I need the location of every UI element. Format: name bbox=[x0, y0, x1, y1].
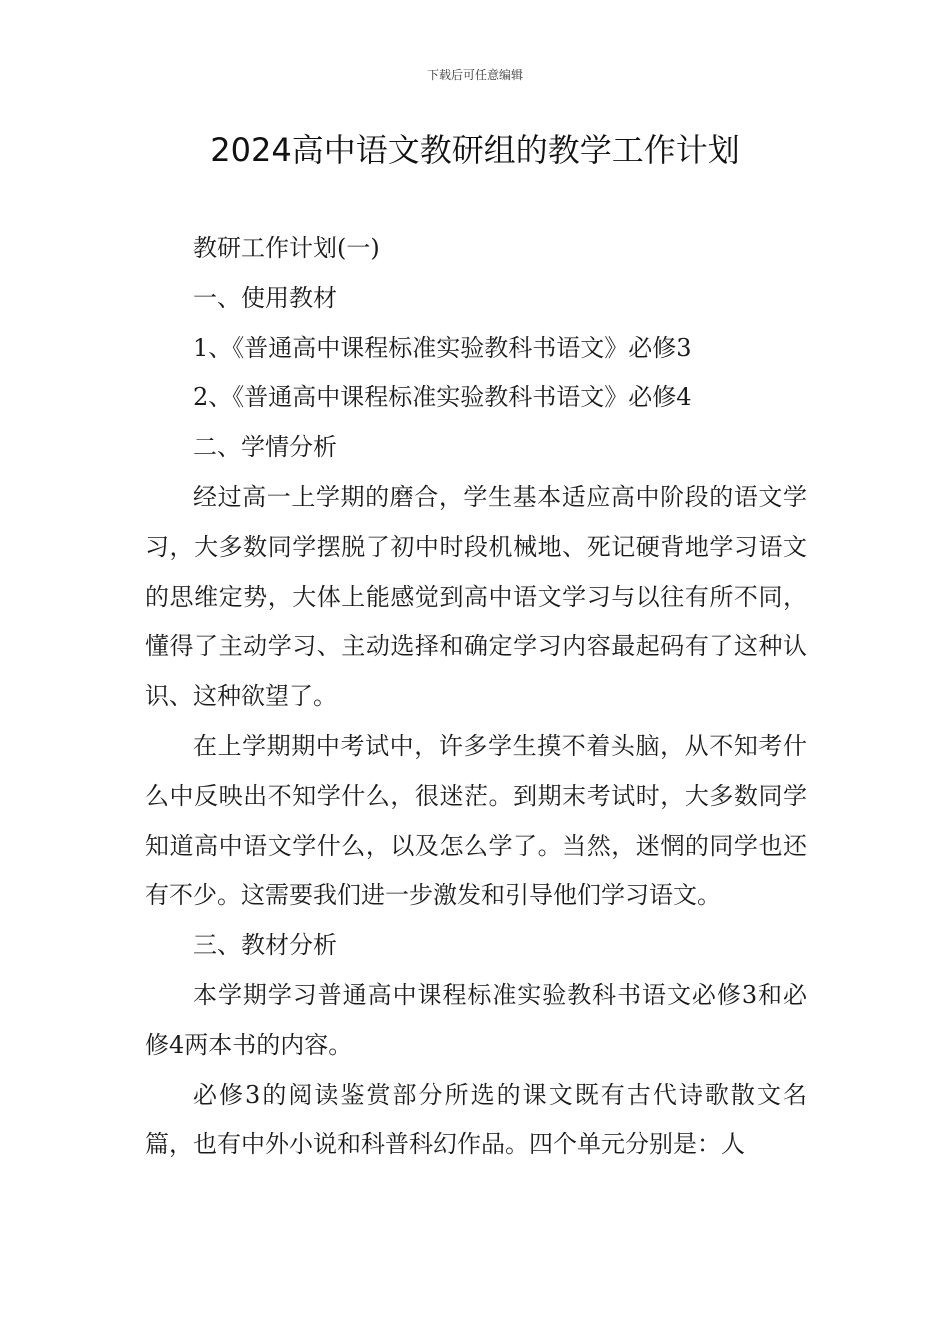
paragraph-textbook-2: 2、《普通高中课程标准实验教科书语文》必修4 bbox=[193, 383, 692, 412]
paragraph-material-analysis-1: 本学期学习普通高中课程标准实验教科书语文必修3和必修4两本书的内容。 bbox=[145, 980, 807, 1059]
document-title: 2024高中语文教研组的教学工作计划 bbox=[210, 131, 740, 169]
paragraph-plan-heading: 教研工作计划(一) bbox=[193, 234, 380, 262]
document-body bbox=[145, 224, 807, 1170]
paragraph-textbook-1: 1、《普通高中课程标准实验教科书语文》必修3 bbox=[193, 333, 692, 362]
paragraph-material-analysis-2: 必修3的阅读鉴赏部分所选的课文既有古代诗歌散文名篇，也有中外小说和科普科幻作品。四个单元分别是：人 bbox=[145, 1080, 807, 1159]
header-note: 下载后可任意编辑 bbox=[426, 68, 523, 82]
paragraph-section-1-heading: 一、使用教材 bbox=[193, 283, 337, 312]
paragraph-student-analysis-1: 经过高一上学期的磨合，学生基本适应高中阶段的语文学习，大多数同学摆脱了初中时段机械地、死记硬背地学习语文的思维定势，大体上能感觉到高中语文学习与以往有所不同，懂得了主动学习、主动选择和确定学习内容最起码有了这种认识、这种欲望了。 bbox=[145, 482, 807, 711]
paragraph-section-2-heading: 二、学情分析 bbox=[193, 433, 337, 462]
paragraph-student-analysis-2: 在上学期期中考试中，许多学生摸不着头脑，从不知考什么中反映出不知学什么，很迷茫。到期末考试时，大多数同学知道高中语文学什么，以及怎么学了。当然，迷惘的同学也还有不少。这需要我们进一步激发和引导他们学习语文。 bbox=[145, 731, 807, 910]
paragraph-section-3-heading: 三、教材分析 bbox=[193, 931, 337, 960]
